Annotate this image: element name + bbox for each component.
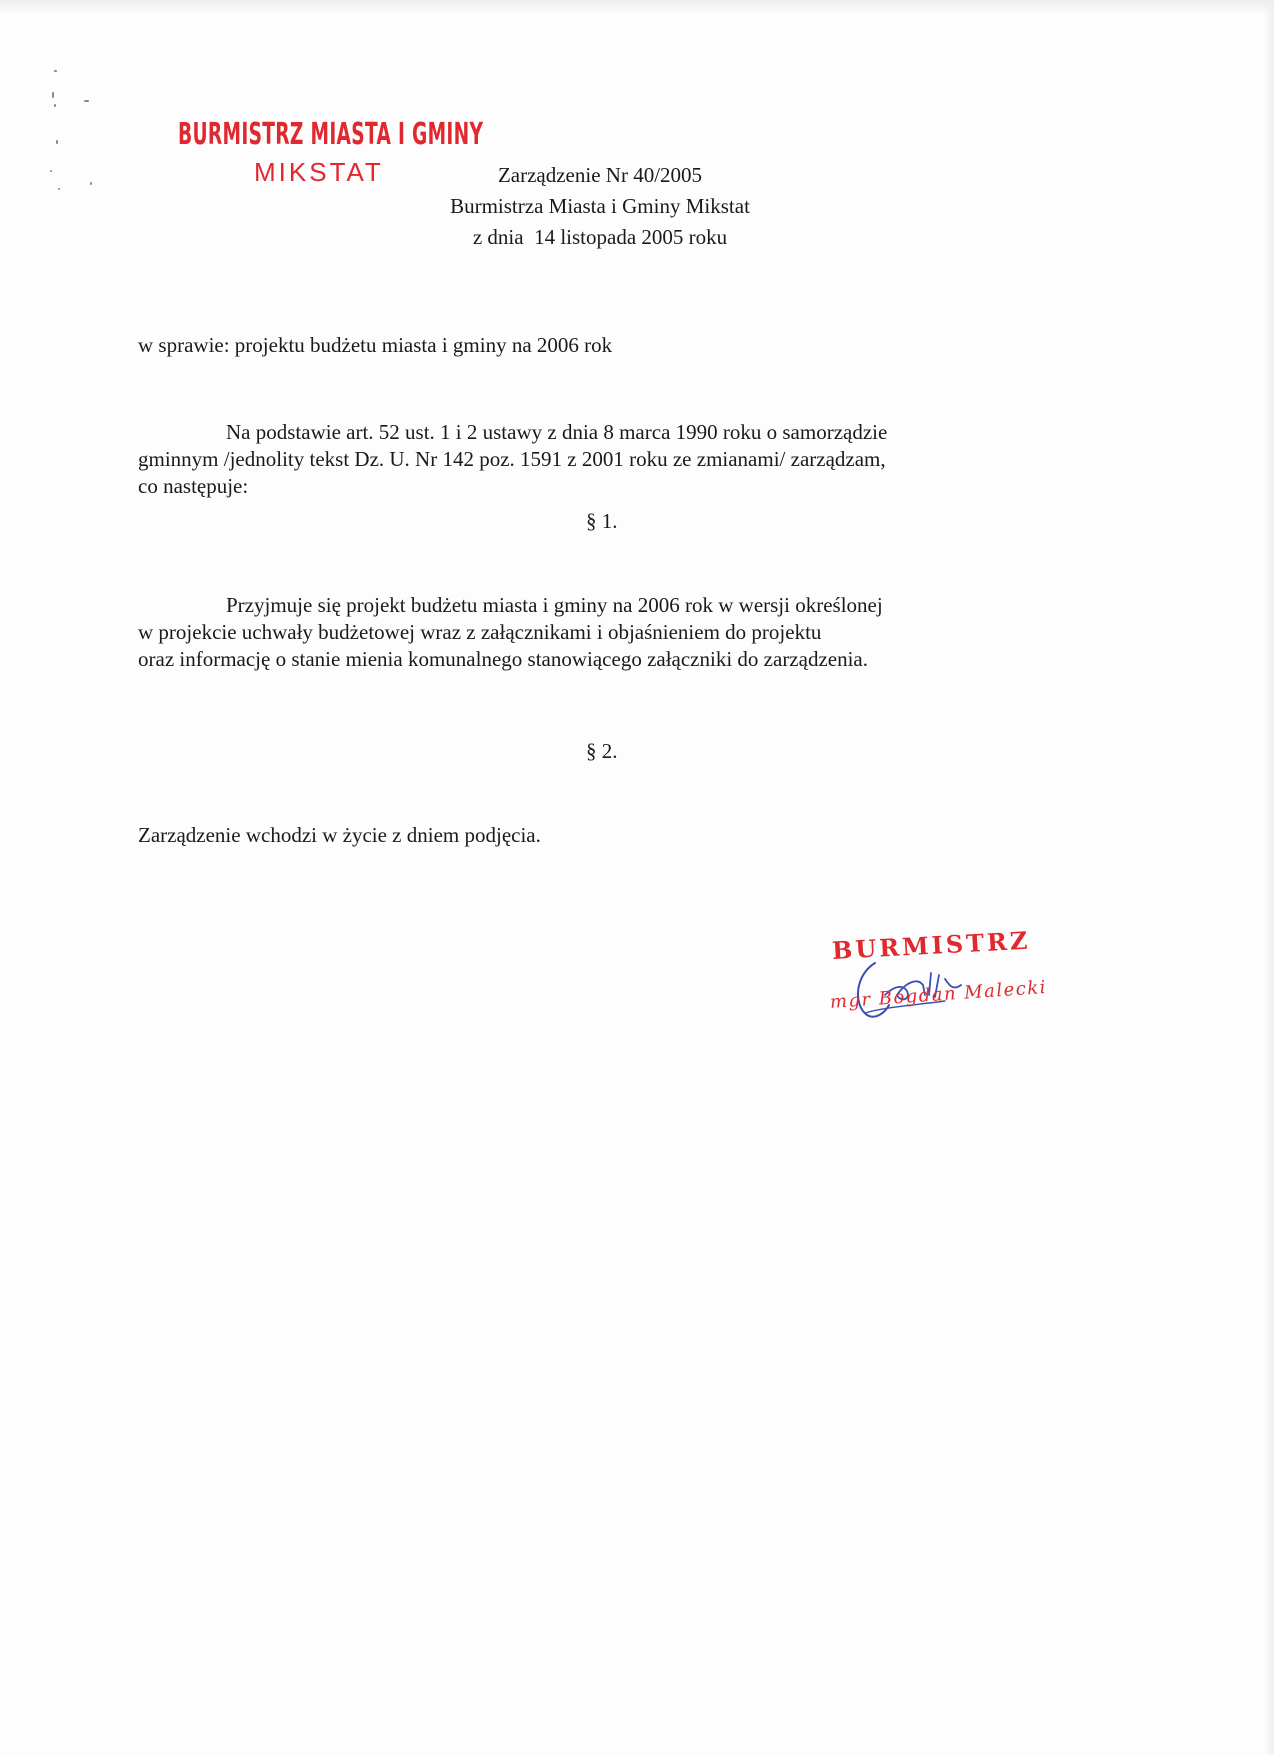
section-1-line: w projekcie uchwały budżetowej wraz z załącznikami i objaśnieniem do projektu bbox=[138, 620, 822, 644]
office-stamp-line2: MIKSTAT bbox=[254, 157, 384, 187]
scan-speckles bbox=[40, 70, 110, 200]
section-2-heading: § 2. bbox=[586, 739, 618, 763]
scan-edge-top bbox=[0, 0, 1274, 14]
document-header bbox=[380, 160, 820, 253]
section-2-text: Zarządzenie wchodzi w życie z dniem podjęcia. bbox=[138, 823, 541, 847]
ordinance-date: z dnia 14 listopada 2005 roku bbox=[472, 225, 728, 249]
section-1-paragraph bbox=[138, 592, 883, 673]
ordinance-number: Zarządzenie Nr 40/2005 bbox=[497, 163, 703, 187]
preamble-line: gminnym /jednolity tekst Dz. U. Nr 142 poz. 1591 z 2001 roku ze zmianami/ zarządzam, bbox=[138, 447, 886, 471]
preamble-line: co następuje: bbox=[138, 474, 249, 498]
section-1-line: oraz informację o stanie mienia komunalnego stanowiącego załączniki do zarządzenia. bbox=[138, 647, 868, 671]
scan-edge-right bbox=[1264, 0, 1274, 1755]
section-1-line: Przyjmuje się projekt budżetu miasta i gminy na 2006 rok w wersji określonej bbox=[226, 593, 883, 617]
signature-stamp bbox=[820, 925, 1060, 1050]
office-stamp-line1: BURMISTRZ MIASTA I GMINY bbox=[178, 117, 484, 152]
ordinance-issuer: Burmistrza Miasta i Gminy Mikstat bbox=[450, 194, 750, 218]
signature-stamp-name: mgr Bogdan Malecki bbox=[829, 976, 1048, 1013]
subject-line: w sprawie: projektu budżetu miasta i gminy na 2006 rok bbox=[138, 333, 613, 357]
section-1-heading: § 1. bbox=[586, 509, 618, 533]
preamble-line: Na podstawie art. 52 ust. 1 i 2 ustawy z dnia 8 marca 1990 roku o samorządzie bbox=[226, 420, 888, 444]
signature-stamp-title: BURMISTRZ bbox=[831, 925, 1032, 965]
preamble-paragraph bbox=[138, 419, 887, 500]
